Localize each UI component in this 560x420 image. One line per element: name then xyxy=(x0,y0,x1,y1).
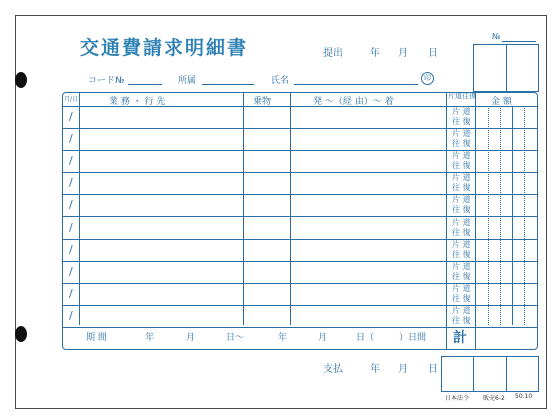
payment-day-label: 日 xyxy=(428,364,438,375)
code-underline xyxy=(128,84,162,85)
round-trip-label: 往 復 xyxy=(452,227,471,237)
payment-month-label: 月 xyxy=(398,364,408,375)
col-header-trip-type: 片道往復 xyxy=(448,92,476,100)
round-trip-label: 往 復 xyxy=(452,117,471,126)
submitted-label: 提出 xyxy=(323,48,343,59)
payment-year-label: 年 xyxy=(370,364,380,375)
date-slash: / xyxy=(69,198,73,212)
number-label: № xyxy=(492,32,501,41)
date-slash: / xyxy=(69,154,73,168)
round-trip-label: 往 復 xyxy=(452,139,471,149)
dept-label: 所属 xyxy=(178,76,197,86)
payment-stamp-boxes xyxy=(441,356,539,392)
col-divider xyxy=(290,93,291,325)
col-header-transport: 乗物 xyxy=(253,97,272,107)
edition-code: 50.10 xyxy=(515,393,533,400)
submitted-day-label: 日 xyxy=(428,48,438,59)
period-label: 期 間 xyxy=(86,333,107,343)
amount-digit-divider xyxy=(488,106,489,325)
submitted-month-label: 月 xyxy=(398,48,408,59)
one-way-label: 片 道 xyxy=(452,239,471,249)
stamp-box xyxy=(507,357,538,391)
trip-type-cell xyxy=(452,107,471,127)
period-month1: 月 xyxy=(186,333,196,343)
date-slash: / xyxy=(69,132,73,146)
name-underline xyxy=(294,84,418,85)
one-way-label: 片 道 xyxy=(452,217,471,227)
one-way-label: 片 道 xyxy=(452,195,471,205)
stamp-box xyxy=(507,45,539,91)
col-header-business: 業 務 ・ 行 先 xyxy=(109,97,166,107)
one-way-label: 片 道 xyxy=(452,261,471,271)
col-divider xyxy=(475,93,476,349)
one-way-label: 片 道 xyxy=(452,305,471,315)
date-slash: / xyxy=(69,220,73,234)
trip-type-cell xyxy=(452,195,471,215)
name-label: 氏名 xyxy=(271,76,290,86)
trip-type-cell xyxy=(452,129,471,149)
date-slash: / xyxy=(69,264,73,278)
binder-hole-bottom xyxy=(15,326,27,342)
stamp-box xyxy=(442,357,474,391)
col-header-date: 月/日 xyxy=(64,96,79,103)
date-slash: / xyxy=(69,110,73,123)
code-label: コード№ xyxy=(88,76,125,86)
expense-table xyxy=(62,92,538,350)
date-slash: / xyxy=(69,286,73,300)
col-header-amount: 金 額 xyxy=(491,97,512,107)
one-way-label: 片 道 xyxy=(452,129,471,139)
one-way-label: 片 道 xyxy=(452,173,471,183)
period-day2: 日（ xyxy=(356,333,375,343)
one-way-label: 片 道 xyxy=(452,107,471,116)
trip-type-cell xyxy=(452,284,471,304)
amount-digit-divider xyxy=(500,106,501,325)
round-trip-label: 往 復 xyxy=(452,205,471,215)
date-slash: / xyxy=(69,242,73,256)
col-divider xyxy=(79,93,80,325)
round-trip-label: 往 復 xyxy=(452,293,471,303)
round-trip-label: 往 復 xyxy=(452,249,471,259)
amount-digit-divider xyxy=(524,106,525,325)
col-divider xyxy=(446,93,447,349)
amount-digit-divider xyxy=(512,106,513,325)
stamp-box xyxy=(474,45,507,91)
round-trip-label: 往 復 xyxy=(452,183,471,193)
period-year2: 年 xyxy=(278,333,288,343)
dept-underline xyxy=(202,84,254,85)
approval-stamp-boxes xyxy=(473,44,539,92)
trip-type-cell xyxy=(452,306,471,326)
trip-type-cell xyxy=(452,240,471,260)
binder-hole-top xyxy=(15,72,27,88)
form-title: 交通費請求明細書 xyxy=(80,37,249,59)
total-label: 計 xyxy=(453,330,467,346)
trip-type-cell xyxy=(452,151,471,171)
trip-type-cell xyxy=(452,218,471,238)
round-trip-label: 往 復 xyxy=(452,315,471,325)
col-divider xyxy=(243,93,244,325)
col-header-route: 発 ～（経 由）～ 着 xyxy=(313,97,394,107)
submitted-year-label: 年 xyxy=(370,48,380,59)
round-trip-label: 往 復 xyxy=(452,271,471,281)
product-code: 販売6-2 xyxy=(483,395,505,402)
period-year1: 年 xyxy=(145,333,155,343)
date-slash: / xyxy=(69,308,73,322)
period-day1: 日～ xyxy=(226,333,245,343)
number-underline xyxy=(502,41,536,42)
maker-logo: 日本法令 xyxy=(445,395,470,402)
trip-type-cell xyxy=(452,173,471,193)
period-month2: 月 xyxy=(318,333,328,343)
period-days: ）日間 xyxy=(399,333,427,343)
round-trip-label: 往 復 xyxy=(452,161,471,171)
stamp-box xyxy=(474,357,506,391)
one-way-label: 片 道 xyxy=(452,283,471,293)
payment-label: 支払 xyxy=(323,364,343,375)
date-slash: / xyxy=(69,176,73,190)
seal-mark: 印 xyxy=(421,72,434,85)
trip-type-cell xyxy=(452,262,471,282)
one-way-label: 片 道 xyxy=(452,151,471,161)
